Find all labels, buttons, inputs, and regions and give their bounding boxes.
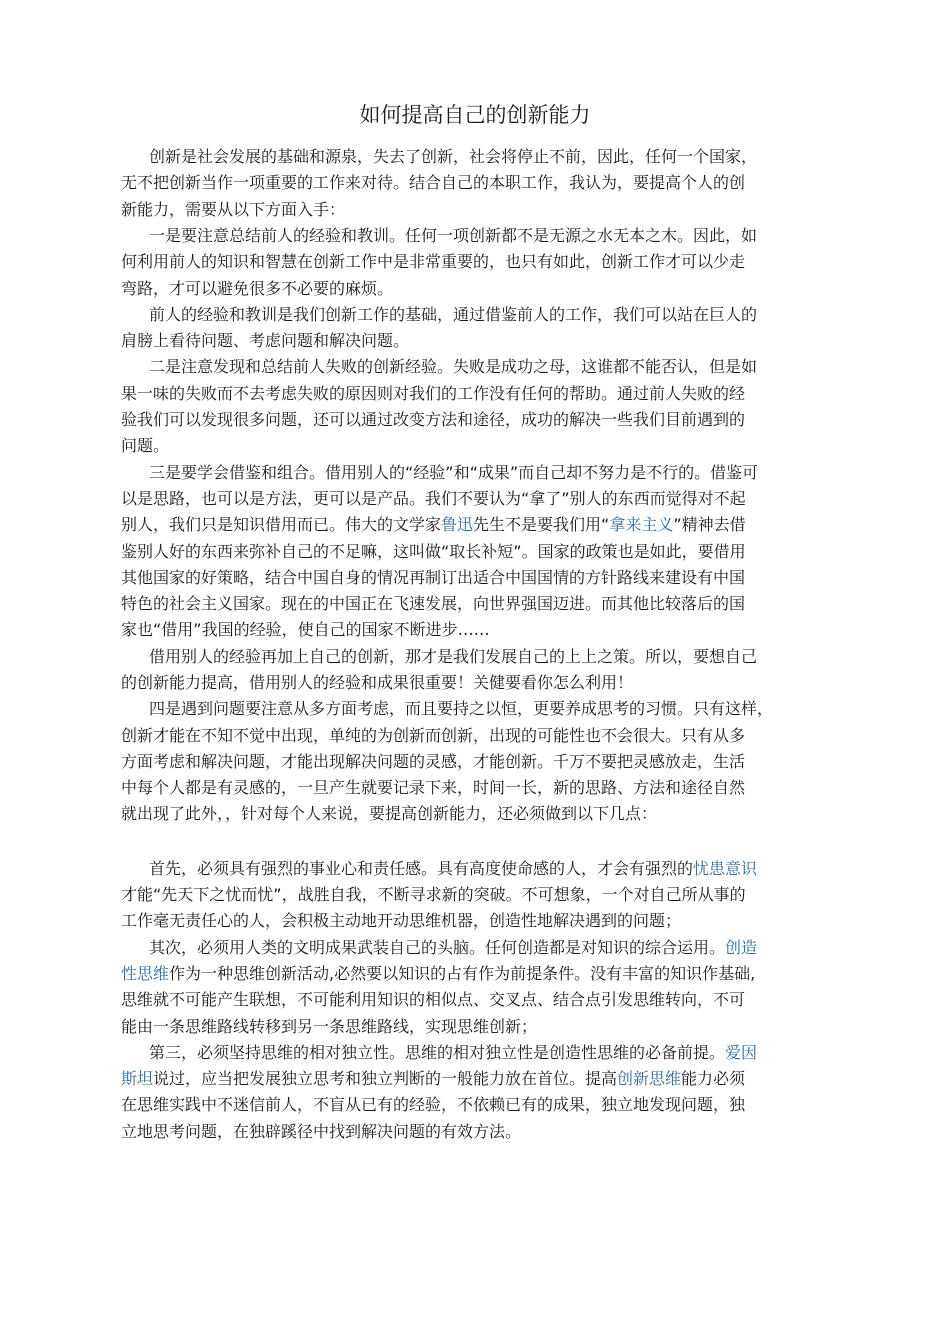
text-run: 第三，必须坚持思维的相对独立性。思维的相对独立性是创造性思维的必备前提。 (149, 1043, 726, 1062)
text-line (121, 512, 746, 538)
text-run: 特色的社会主义国家。现在的中国正在飞速发展，向世界强国迈进。而其他比较落后的国 (121, 594, 746, 613)
text-run: 三是要学会借鉴和组合。借用别人的“经验”和“成果”而自己却不努力是不行的。借鉴可 (149, 463, 759, 482)
text-line (149, 223, 757, 249)
text-run: 创新是社会发展的基础和源泉，失去了创新，社会将停止不前，因此，任何一个国家， (149, 147, 758, 166)
text-line (121, 749, 745, 775)
text-line (121, 617, 490, 643)
text-line (149, 144, 757, 170)
text-run: 问题。 (121, 436, 170, 455)
text-run: 能力必须 (681, 1069, 746, 1088)
text-run: 一是要注意总结前人的经验和教训。任何一项创新都不是无源之水无本之木。因此，如 (149, 226, 758, 245)
text-run: 其他国家的好策略，结合中国自身的情况再制订出适合中国国情的方针路线来建设有中国 (121, 568, 746, 587)
text-line (121, 987, 745, 1013)
text-run: 验我们可以发现很多问题，还可以通过改变方法和途径，成功的解决一些我们目前遇到的 (121, 410, 746, 429)
text-run: 能由一条思维路线转移到另一条思维路线，实现思维创新； (121, 1017, 538, 1036)
text-line (121, 249, 745, 275)
text-line (121, 670, 633, 696)
text-run: 借用别人的经验再加上自己的创新，那才是我们发展自己的上上之策。所以，要想自己 (149, 647, 758, 666)
text-run: ”精神去借 (673, 515, 746, 534)
text-line (149, 856, 757, 882)
text-run: 何利用前人的知识和智慧在创新工作中是非常重要的，也只有如此，创新工作才可以少走 (121, 252, 746, 271)
text-line (121, 328, 409, 354)
term-link[interactable]: 忧患意识 (693, 859, 758, 878)
term-link[interactable]: 拿来主义 (609, 515, 674, 534)
text-line (121, 908, 681, 934)
term-link[interactable]: 性思维 (121, 964, 170, 983)
text-run: 二是注意发现和总结前人失败的创新经验。失败是成功之母，这谁都不能否认，但是如 (149, 357, 758, 376)
text-run: 其次，必须用人类的文明成果武装自己的头脑。任何创造都是对知识的综合运用。 (149, 938, 726, 957)
text-run: 家也“借用”我国的经验，使自己的国家不断进步…… (121, 620, 490, 639)
text-run: 以是思路，也可以是方法，更可以是产品。我们不要认为“拿了”别人的东西而觉得对不起 (121, 489, 746, 508)
text-run: 说过，应当把发展独立思考和独立判断的一般能力放在首位。提高 (153, 1069, 618, 1088)
text-line (121, 407, 745, 433)
text-run: 中每个人都是有灵感的，一旦产生就要记录下来，时间一长，新的思路、方法和途径自然 (121, 778, 746, 797)
text-line (121, 539, 746, 565)
text-run: 无不把创新当作一项重要的工作来对待。结合自己的本职工作，我认为，要提高个人的创 (121, 173, 746, 192)
text-run: 才能“先天下之忧而忧”，战胜自我，不断寻求新的突破。不可想象，一个对自己所从事的 (121, 885, 746, 904)
text-run: 弯路，才可以避免很多不必要的麻烦。 (121, 279, 394, 298)
text-line (121, 381, 745, 407)
text-run: 的创新能力提高，借用别人的经验和成果很重要！关健要看你怎么利用！ (121, 673, 634, 692)
text-line (149, 1040, 757, 1066)
term-link[interactable]: 斯坦 (121, 1069, 154, 1088)
text-line (121, 882, 746, 908)
term-link[interactable]: 创造 (725, 938, 758, 957)
text-line (121, 775, 745, 801)
text-run: 工作毫无责任心的人，会积极主动地开动思维机器，创造性地解决遇到的问题； (121, 911, 682, 930)
text-line (121, 433, 169, 459)
text-line (121, 1119, 521, 1145)
text-line (121, 1092, 745, 1118)
document-title: 如何提高自己的创新能力 (359, 103, 591, 127)
text-line (121, 197, 345, 223)
text-line (121, 1014, 537, 1040)
text-line (121, 170, 745, 196)
text-run: 立地思考问题，在独辟蹊径中找到解决问题的有效方法。 (121, 1122, 522, 1141)
term-link[interactable]: 鲁迅 (441, 515, 474, 534)
text-line (149, 644, 757, 670)
text-line (121, 723, 745, 749)
text-line (121, 565, 745, 591)
text-run: 果一味的失败而不去考虑失败的原因则对我们的工作没有任何的帮助。通过前人失败的经 (121, 384, 746, 403)
text-run: 肩膀上看待问题、考虑问题和解决问题。 (121, 331, 410, 350)
text-run: 前人的经验和教训是我们创新工作的基础，通过借鉴前人的工作，我们可以站在巨人的 (149, 305, 758, 324)
text-run: 首先，必须具有强烈的事业心和责任感。具有高度使命感的人，才会有强烈的 (149, 859, 694, 878)
text-run: 新能力，需要从以下方面入手： (121, 200, 346, 219)
text-line (121, 1066, 745, 1092)
text-line (149, 460, 758, 486)
text-line (121, 591, 745, 617)
term-link[interactable]: 爱因 (725, 1043, 758, 1062)
text-line (149, 696, 773, 722)
text-line (121, 486, 746, 512)
text-run: 在思维实践中不迷信前人，不盲从已有的经验，不依赖已有的成果，独立地发现问题，独 (121, 1095, 746, 1114)
term-link[interactable]: 创新思维 (617, 1069, 682, 1088)
text-run: 思维就不可能产生联想，不可能利用知识的相似点、交叉点、结合点引发思维转向，不可 (121, 990, 746, 1009)
text-run: 四是遇到问题要注意从多方面考虑，而且要持之以恒，更要养成思考的习惯。只有这样， (149, 699, 774, 718)
text-run: 先生不是要我们用“ (473, 515, 610, 534)
text-run: 作为一种思维创新活动,必然要以知识的占有作为前提条件。没有丰富的知识作基础, (169, 964, 756, 983)
text-line (149, 935, 757, 961)
text-run: 别人，我们只是知识借用而已。伟大的文学家 (121, 515, 442, 534)
text-run: 就出现了此外，，针对每个人来说，要提高创新能力，还必须做到以下几点： (121, 804, 658, 823)
text-line (149, 354, 757, 380)
text-run: 鉴别人好的东西来弥补自己的不足嘛，这叫做“取长补短”。国家的政策也是如此，要借用 (121, 542, 746, 561)
text-line (121, 801, 657, 827)
text-run: 方面考虑和解决问题，才能出现解决问题的灵感，才能创新。千万不要把灵感放走，生活 (121, 752, 746, 771)
text-line (121, 276, 393, 302)
text-line (149, 302, 757, 328)
text-line (121, 961, 755, 987)
text-run: 创新才能在不知不觉中出现，单纯的为创新而创新，出现的可能性也不会很大。只有从多 (121, 726, 746, 745)
